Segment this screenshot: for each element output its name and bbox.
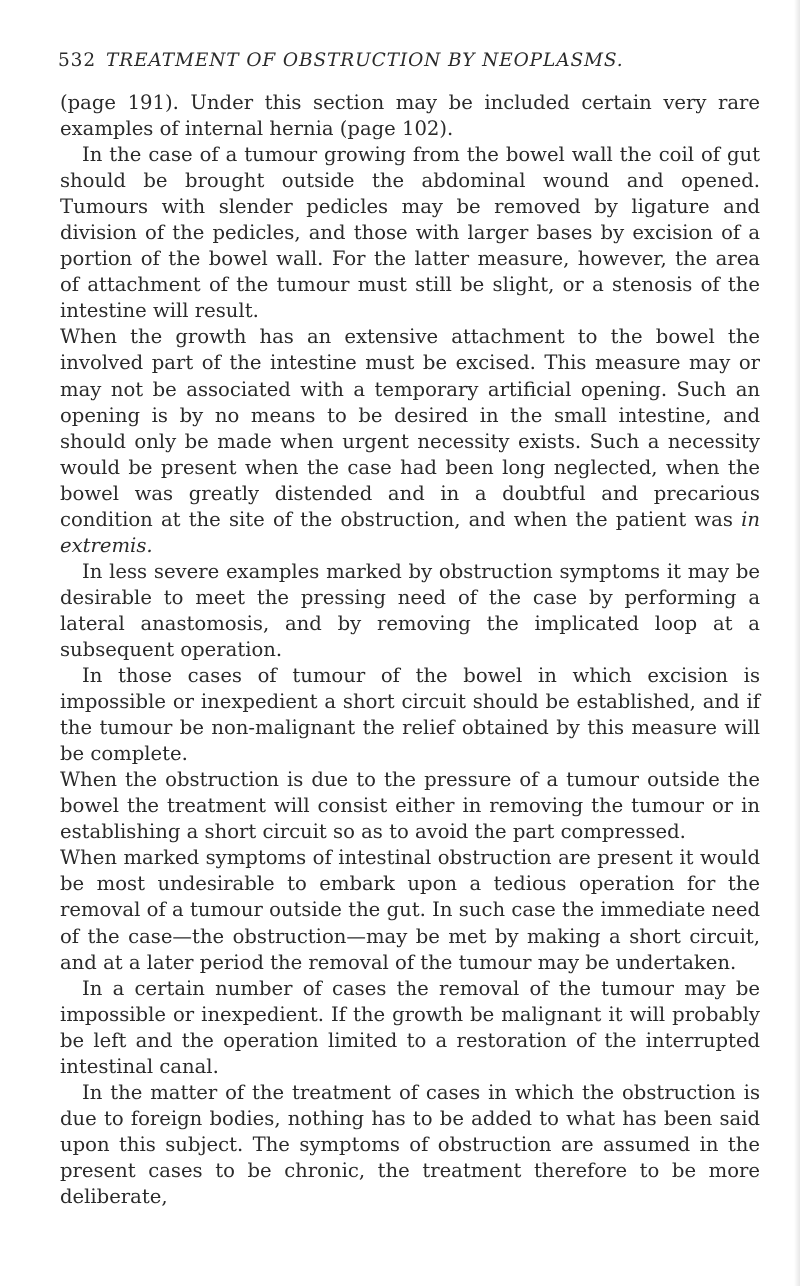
paragraph: (page 191). Under this section may be included certain very rare examples of internal hernia (page 102). xyxy=(60,91,760,141)
running-header xyxy=(58,50,760,90)
body-text xyxy=(60,90,760,1210)
paragraph: In the case of a tumour growing from the bowel wall the coil of gut should be brought outside the abdominal wound and opened. Tumours with slender pedicles may be removed by ligature and division of the pedicles, and those with larger bases by excision of a portion of the bowel wall. For the latter measure, however, the area of attachment of the tumour must still be slight, or a stenosis of the intestine will result. xyxy=(60,143,760,323)
page-number: 532 xyxy=(58,50,97,71)
book-page xyxy=(60,50,760,1210)
paragraph: In those cases of tumour of the bowel in which excision is impossible or inexpedient a short circuit should be established, and if the tumour be non-malignant the relief obtained by this measure will be complete. xyxy=(60,664,760,766)
paragraph: When marked symptoms of intestinal obstruction are present it would be most undesirable to embark upon a tedious operation for the removal of a tumour outside the gut. In such case the immediate need of the case—the obstruction—may be met by making a short circuit, and at a later period the removal of the tumour may be undertaken. xyxy=(60,846,760,974)
paragraph: In the matter of the treatment of cases in which the obstruction is due to foreign bodies, nothing has to be added to what has been said upon this subject. The symptoms of obstruction are assumed in the present cases to be chronic, the treatment therefore to be more deliberate, xyxy=(60,1080,760,1208)
paragraph: In a certain number of cases the removal of the tumour may be impossible or inexpedient. If the growth be malignant it will probably be left and the operation limited to a restoration of the interrupted intestinal canal. xyxy=(60,976,760,1078)
page-edge-shadow xyxy=(794,0,800,1286)
italic-phrase: in extremis. xyxy=(60,507,760,557)
running-title: TREATMENT OF OBSTRUCTION BY NEOPLASMS. xyxy=(106,50,624,71)
paragraph: In less severe examples marked by obstruction symptoms it may be desirable to meet the pressing need of the case by performing a lateral anastomosis, and by removing the implicated loop at a subsequent operation. xyxy=(60,559,760,661)
paragraph-text: When the growth has an extensive attachment to the bowel the involved part of the intestine must be excised. This measure may or may not be associated with a temporary artificial opening. Such an opening is by no means to be desired in the small intestine, and should only be made when urgent necessity exists. Such a necessity would be present when the case had been long neglected, when the bowel was greatly distended and in a doubtful and precarious condition at the site of the obstruction, and when the patient was xyxy=(60,325,760,531)
paragraph: When the obstruction is due to the pressure of a tumour outside the bowel the treatment will consist either in removing the tumour or in establishing a short circuit so as to avoid the part compressed. xyxy=(60,768,760,844)
paragraph xyxy=(60,324,760,558)
